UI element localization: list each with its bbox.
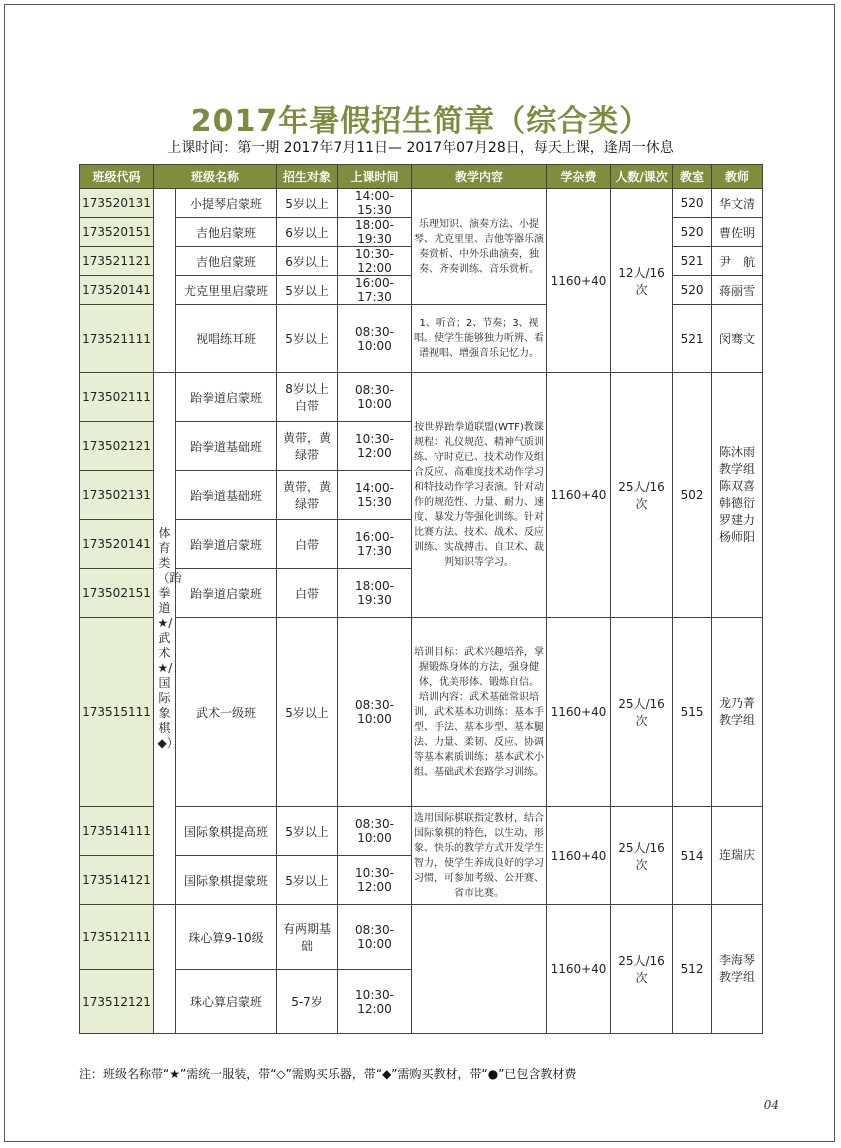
class-fee: 1160+40 [547,807,611,905]
class-name: 跆拳道启蒙班 [176,520,277,569]
table-row [80,905,763,970]
class-time: 18:00-19:30 [338,218,412,247]
class-room: 512 [673,905,712,1034]
class-time: 08:30-10:00 [338,373,412,422]
class-name: 珠心算9-10级 [176,905,277,970]
class-code: 173520131 [80,189,154,218]
class-count: 25人/16次 [611,807,673,905]
class-count: 12人/16次 [611,189,673,373]
class-teacher: 华文清 [712,189,763,218]
class-target: 黄带，黄绿带 [277,471,338,520]
teaching-content: 培训目标：武术兴趣培养，掌握锻炼身体的方法，强身健体，优美形体、锻炼自信。 培训内容：武术基础常识培训，武术基本功训练：基本手型、手法、基本步型、基本腿法、力量、柔韧、反应、协调等基本素质训练；基本武术小组、基础武术套路学习训练。 [412,618,547,807]
class-target: 5岁以上 [277,276,338,305]
class-name: 国际象棋提高班 [176,807,277,856]
class-time: 18:00-19:30 [338,569,412,618]
class-time: 10:30-12:00 [338,856,412,905]
class-target: 白带 [277,520,338,569]
class-code: 173521111 [80,305,154,373]
teaching-content: 1、听音；2、节奏；3、视唱。使学生能够独力听辨、看谱视唱、增强音乐记忆力。 [412,305,547,373]
class-fee: 1160+40 [547,373,611,618]
table-row [80,807,763,856]
table-row [80,373,763,422]
category-text: 体育类（跆拳道★/武术★/国际象棋◆） [157,526,182,750]
class-time: 10:30-12:00 [338,247,412,276]
class-room: 515 [673,618,712,807]
class-fee: 1160+40 [547,905,611,1034]
class-room: 514 [673,807,712,905]
table-row [80,618,763,807]
class-count: 25人/16次 [611,905,673,1034]
class-fee: 1160+40 [547,189,611,373]
class-room: 521 [673,247,712,276]
class-count: 25人/16次 [611,618,673,807]
class-teacher: 李海琴教学组 [712,905,763,1034]
header-teacher: 教师 [712,165,763,189]
class-target: 5岁以上 [277,618,338,807]
category-blank [154,905,176,1034]
class-time: 08:30-10:00 [338,905,412,970]
footnote: 注：班级名称带“★”需统一服装，带“◇”需购买乐器，带“◆”需购买教材，带“●”已包含教材费 [79,1067,577,1081]
class-name: 吉他启蒙班 [176,218,277,247]
class-name: 小提琴启蒙班 [176,189,277,218]
category-blank [154,189,176,373]
class-count: 25人/16次 [611,373,673,618]
class-target: 5岁以上 [277,807,338,856]
header-name: 班级名称 [154,165,277,189]
class-code: 173502111 [80,373,154,422]
class-target: 白带 [277,569,338,618]
class-code: 173520141 [80,520,154,569]
class-target: 6岁以上 [277,218,338,247]
class-code: 173502131 [80,471,154,520]
class-teacher: 龙乃菁教学组 [712,618,763,807]
header-room: 教室 [673,165,712,189]
class-room: 521 [673,305,712,373]
page-number: 04 [763,1098,779,1112]
class-time: 08:30-10:00 [338,618,412,807]
class-room: 520 [673,276,712,305]
class-time: 14:00-15:30 [338,471,412,520]
class-code: 173512111 [80,905,154,970]
class-target: 黄带，黄绿带 [277,422,338,471]
class-time: 10:30-12:00 [338,970,412,1034]
class-code: 173520151 [80,218,154,247]
header-time: 上课时间 [338,165,412,189]
class-name: 尤克里里启蒙班 [176,276,277,305]
class-name: 跆拳道启蒙班 [176,569,277,618]
page-subtitle: 上课时间：第一期 2017年7月11日— 2017年07月28日，每天上课，逢周一休息 [167,140,674,156]
teaching-content: 按世界跆拳道联盟(WTF)教课规程：礼仪规范、精神气质训练、守时克已、技术动作及组合反应、高难度技术动作学习和特技动作学习表演。针对动作的规范性、力量、耐力、速度、暴发力等强化训练。针对比赛方法、技术、战术、反应训练、实战搏击、自卫术、裁判知识等学习。 [412,373,547,618]
class-name: 跆拳道启蒙班 [176,373,277,422]
class-teacher: 陈沐雨教学组 陈双喜 韩德衍 罗建力 杨师阳 [712,373,763,618]
class-teacher: 闵骞文 [712,305,763,373]
class-name: 吉他启蒙班 [176,247,277,276]
class-teacher: 尹 航 [712,247,763,276]
class-code: 173515111 [80,618,154,807]
class-target: 有两期基础 [277,905,338,970]
category-label [154,373,182,905]
teaching-content: 选用国际棋联指定教材，结合国际象棋的特色，以生动、形象、快乐的教学方式开发学生智力，使学生养成良好的学习习惯，可参加考级、公开赛、省市比赛。 [412,807,547,905]
class-code: 173502121 [80,422,154,471]
table-header-row [80,165,763,189]
class-name: 跆拳道基础班 [176,422,277,471]
teaching-content [412,905,547,1034]
class-time: 10:30-12:00 [338,422,412,471]
class-code: 173514121 [80,856,154,905]
class-name: 跆拳道基础班 [176,471,277,520]
schedule-table [79,164,763,1034]
class-name: 视唱练耳班 [176,305,277,373]
page-title: 2017年暑假招生简章（综合类） [190,104,651,139]
class-code: 173520141 [80,276,154,305]
class-target: 5岁以上 [277,305,338,373]
class-room: 520 [673,218,712,247]
class-teacher: 曹佐明 [712,218,763,247]
class-code: 173502151 [80,569,154,618]
class-name: 国际象棋提蒙班 [176,856,277,905]
class-fee: 1160+40 [547,618,611,807]
class-target: 5岁以上 [277,189,338,218]
class-name: 武术一级班 [176,618,277,807]
class-room: 520 [673,189,712,218]
class-code: 173514111 [80,807,154,856]
class-code: 173521121 [80,247,154,276]
header-count: 人数/课次 [611,165,673,189]
class-target: 5岁以上 [277,856,338,905]
header-content: 教学内容 [412,165,547,189]
class-code: 173512121 [80,970,154,1034]
class-target: 5-7岁 [277,970,338,1034]
class-time: 16:00-17:30 [338,520,412,569]
class-time: 08:30-10:00 [338,807,412,856]
class-target: 6岁以上 [277,247,338,276]
class-time: 08:30-10:00 [338,305,412,373]
class-name: 珠心算启蒙班 [176,970,277,1034]
class-teacher: 连瑞庆 [712,807,763,905]
class-teacher: 蒋丽雪 [712,276,763,305]
teaching-content: 乐理知识、演奏方法、小提琴、尤克里里、吉他等器乐演奏赏析、中外乐曲演奏，独奏、齐奏训练、音乐赏析。 [412,189,547,305]
class-target: 8岁以上 白带 [277,373,338,422]
class-time: 14:00-15:30 [338,189,412,218]
header-code: 班级代码 [80,165,154,189]
class-time: 16:00-17:30 [338,276,412,305]
class-room: 502 [673,373,712,618]
header-fee: 学杂费 [547,165,611,189]
table-row [80,189,763,218]
header-target: 招生对象 [277,165,338,189]
